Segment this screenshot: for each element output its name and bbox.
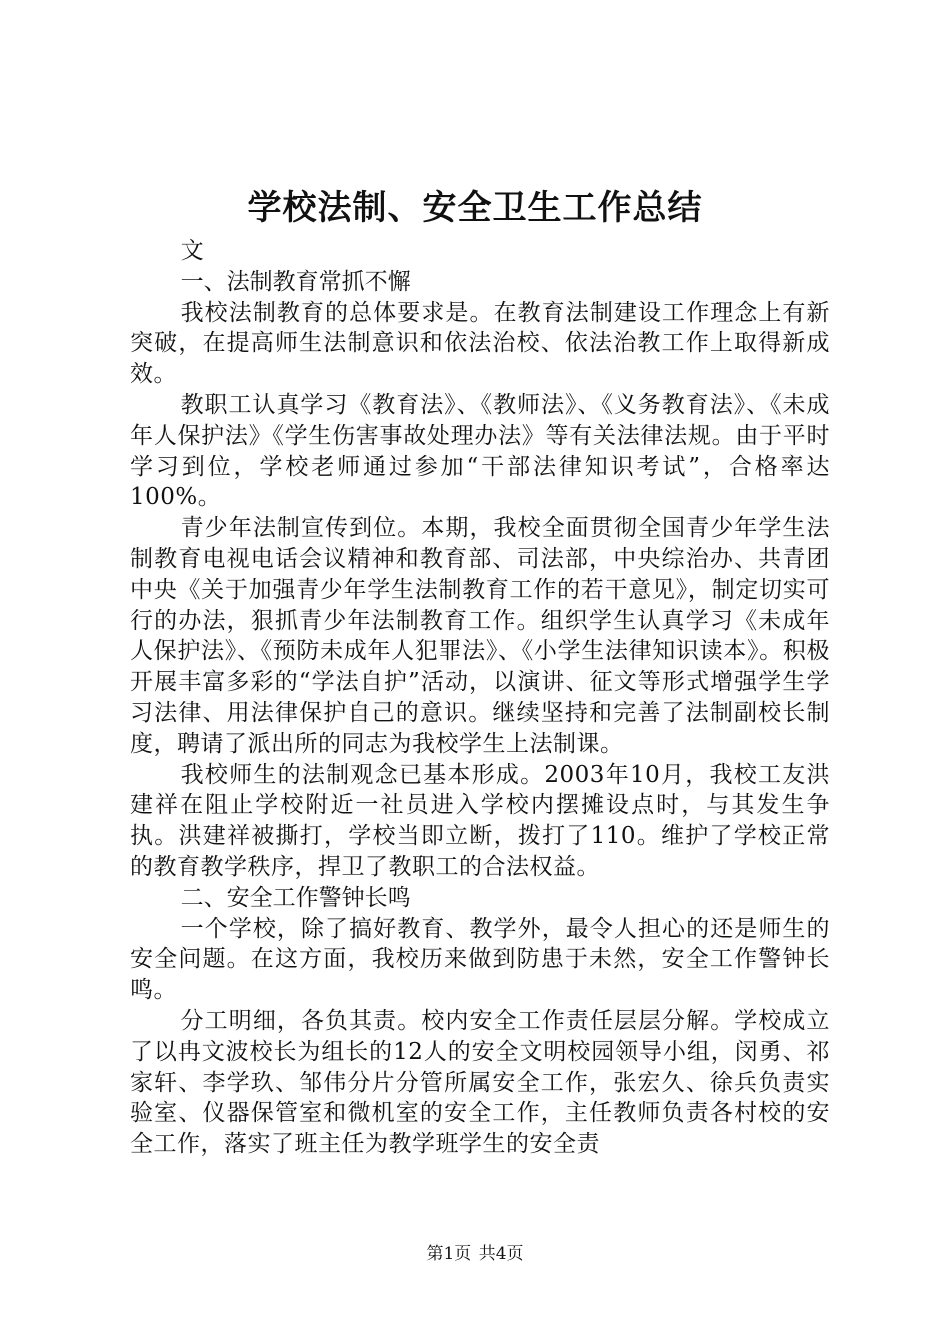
author-label: 文 — [180, 238, 204, 264]
paragraph: 教职工认真学习《教育法》、《教师法》、《义务教育法》、《未成年人保护法》《学生伤害事故处理办法》等有关法律法规。由于平时学习到位，学校老师通过参加“干部法律知识考试”，合格率达100%。 — [130, 391, 830, 511]
page-number: 第1页 — [426, 1244, 472, 1264]
page-title: 学校法制、安全卫生工作总结 — [247, 188, 703, 228]
paragraph: 青少年法制宣传到位。本期，我校全面贯彻全国青少年学生法制教育电视电话会议精神和教育部、司法部，中央综治办、共青团中央《关于加强青少年学生法制教育工作的若干意见》，制定切实可行的办法，狠抓青少年法制教育工作。组织学生认真学习《未成年人保护法》、《预防未成年人犯罪法》、《小学生法律知识读本》。积极开展丰富多彩的“学法自护”活动，以演讲、征文等形式增强学生学习法律、用法律保护自己的意识。继续坚持和完善了法制副校长制度，聘请了派出所的同志为我校学生上法制课。 — [130, 515, 830, 757]
document-body — [130, 236, 830, 1160]
section-heading-1: 一、法制教育常抓不懈 — [180, 268, 411, 295]
paragraph: 分工明细，各负其责。校内安全工作责任层层分解。学校成立了以冉文波校长为组长的12人的安全文明校园领导小组，闵勇、祁家轩、李学玖、邹伟分片分管所属安全工作，张宏久、徐兵负责实验室、仪器保管室和微机室的安全工作，主任教师负责各村校的安全工作，落实了班主任为教学班学生的安全责 — [130, 1007, 830, 1158]
page-footer — [0, 1242, 950, 1266]
page-total: 共4页 — [478, 1244, 524, 1264]
paragraph: 我校法制教育的总体要求是。在教育法制建设工作理念上有新突破，在提高师生法制意识和依法治校、依法治教工作上取得新成效。 — [130, 299, 830, 388]
paragraph: 我校师生的法制观念已基本形成。2003年10月，我校工友洪建祥在阻止学校附近一社员进入学校内摆摊设点时，与其发生争执。洪建祥被撕打，学校当即立断，拨打了110。维护了学校正常的教育教学秩序，捍卫了教职工的合法权益。 — [130, 761, 830, 880]
paragraph: 一个学校，除了搞好教育、教学外，最令人担心的还是师生的安全问题。在这方面，我校历来做到防患于未然，安全工作警钟长鸣。 — [130, 915, 830, 1004]
section-heading-2: 二、安全工作警钟长鸣 — [180, 884, 411, 911]
